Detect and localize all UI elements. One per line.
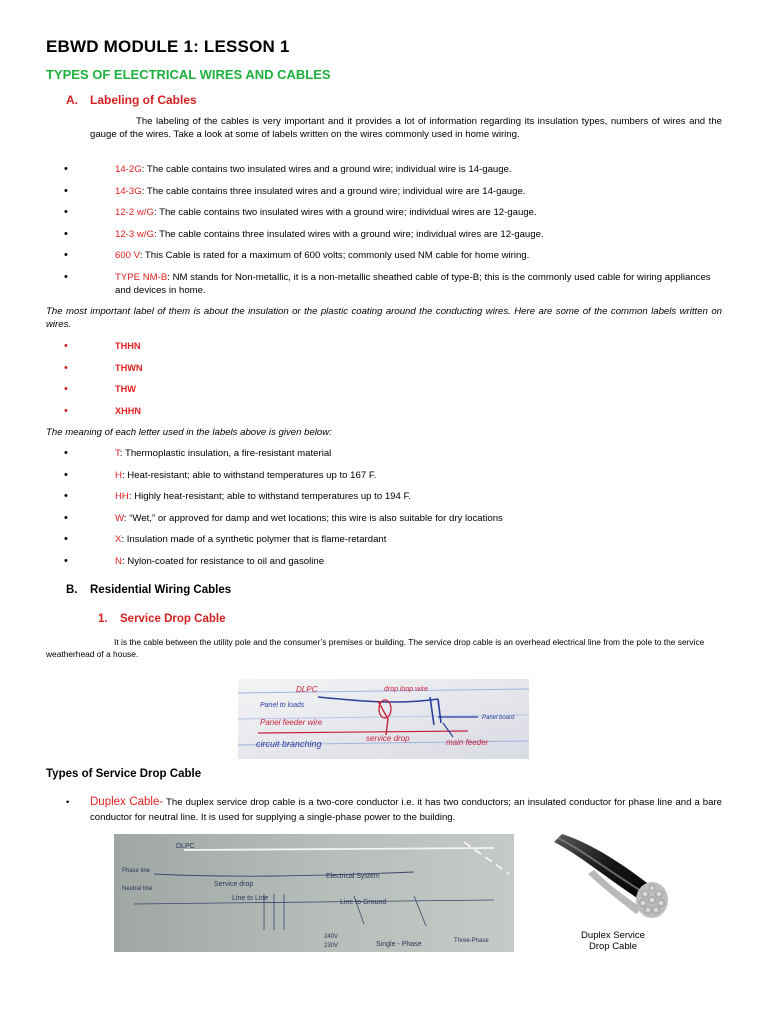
wb2-label-line-to-line: Line to Line xyxy=(232,895,269,902)
section-subtitle: TYPES OF ELECTRICAL WIRES AND CABLES xyxy=(46,67,331,82)
letter-meaning-text: : “Wet,” or approved for damp and wet locations; this wire is also suitable for dry locations xyxy=(123,512,503,524)
whiteboard-photo-duplex xyxy=(114,834,514,952)
wb2-label-service-drop: Service drop xyxy=(214,881,254,888)
wb1-label-panel-feeder: Panel feeder wire xyxy=(260,718,323,727)
insulation-label-item xyxy=(64,383,390,396)
cable-label-text: : This Cable is rated for a maximum of 600 volts; commonly used NM cable for home wiring. xyxy=(139,250,530,261)
wb2-label-phase-line: Phase line xyxy=(122,868,151,874)
wb2-label-230v: 230V xyxy=(324,943,339,949)
insulation-label-code: THHN xyxy=(115,341,141,351)
section-b-letter: B. xyxy=(66,584,78,596)
bullet-dot: • xyxy=(64,361,68,374)
letter-meaning-code: T xyxy=(115,448,120,459)
cable-label-list xyxy=(64,163,722,305)
letter-meaning-list xyxy=(64,447,722,576)
insulation-label-list xyxy=(64,340,390,426)
letter-meaning-item xyxy=(64,447,722,460)
bullet-dot: • xyxy=(64,490,68,502)
cable-label-code: 600 V xyxy=(115,250,140,261)
bullet-dot: • xyxy=(64,554,68,567)
cable-label-code: 14-2G xyxy=(115,164,142,175)
meaning-note: The meaning of each letter used in the labels above is given below: xyxy=(46,427,332,438)
wb2-label-240v: 240V xyxy=(324,934,339,940)
bullet-dot: • xyxy=(64,270,68,283)
insulation-label-item xyxy=(64,404,390,418)
duplex-lead: Duplex Cable- xyxy=(90,796,164,808)
cable-label-code: 14-3G xyxy=(115,185,142,197)
bullet-dot: • xyxy=(64,447,68,459)
section-b-title: Residential Wiring Cables xyxy=(90,584,232,596)
service-drop-title: Service Drop Cable xyxy=(120,613,226,625)
section-a-title: Labeling of Cables xyxy=(90,93,197,107)
wb1-label-service-drop: service drop xyxy=(366,734,410,743)
photo-caption-line1: Duplex Service xyxy=(581,930,645,941)
section-a-heading xyxy=(66,93,197,107)
page-title: EBWD MODULE 1: LESSON 1 xyxy=(46,37,290,56)
letter-meaning-item xyxy=(64,511,722,525)
service-drop-paragraph: It is the cable between the utility pole and the consumer’s premises or building. The service drop cable is an overhead electrical line from the pole to the service weatherhead of a house. xyxy=(46,637,705,659)
letter-meaning-text: : Thermoplastic insulation, a fire-resistant material xyxy=(119,448,332,459)
whiteboard-photo-service-drop xyxy=(238,679,529,759)
wb2-label-dlpc: DLPC xyxy=(176,843,195,850)
insulation-label-code: XHHN xyxy=(115,405,142,416)
bullet-dot: • xyxy=(64,533,68,545)
section-a-letter: A. xyxy=(66,93,78,107)
letter-meaning-item xyxy=(64,490,722,503)
cable-label-text: : The cable contains three insulated wires with a ground wire; individual wires are 12-gauge. xyxy=(153,228,544,240)
duplex-text: The duplex service drop cable is a two-core conductor i.e. it has two conductors; an insulated conductor for phase line and a bare conductor for neutral line. It is used for supplying a single-phase power to the building. xyxy=(90,797,722,823)
letter-meaning-item xyxy=(64,533,722,546)
bullet-dot: • xyxy=(64,340,68,352)
photo-caption-line2: Drop Cable xyxy=(588,941,638,952)
insulation-label-item xyxy=(64,340,390,353)
service-drop-number: 1. xyxy=(98,613,108,625)
wb1-label-dlpc: DLPC xyxy=(296,685,318,694)
cable-label-item xyxy=(64,163,722,176)
insulation-label-item xyxy=(64,361,390,375)
section-b-heading xyxy=(66,584,231,596)
wb2-label-electrical-system: Electrical System xyxy=(326,873,380,880)
letter-meaning-code: H xyxy=(115,469,122,481)
wb1-label-panel-to-loads: Panel to loads xyxy=(260,702,305,709)
types-heading: Types of Service Drop Cable xyxy=(46,768,202,780)
cable-label-item xyxy=(64,227,722,241)
letter-meaning-code: HH xyxy=(115,491,129,502)
cable-label-text: : The cable contains three insulated wires and a ground wire; individual wire are 14-gauge. xyxy=(141,185,526,197)
duplex-bullet xyxy=(66,795,722,825)
cable-label-code: 12-2 w/G xyxy=(115,207,154,218)
letter-meaning-item xyxy=(64,554,722,568)
letter-meaning-text: : Nylon-coated for resistance to oil and gasoline xyxy=(121,555,325,567)
bullet-dot: • xyxy=(64,249,68,261)
bullet-dot: • xyxy=(64,184,68,197)
wb1-label-main-feeder: main feeder xyxy=(446,738,489,747)
wb2-label-neutral-line: Neutral line xyxy=(122,886,153,892)
bullet-dot: • xyxy=(64,468,68,481)
duplex-cable-photo xyxy=(548,834,673,929)
insulation-label-code: THWN xyxy=(115,362,143,373)
letter-meaning-text: : Heat-resistant; able to withstand temperatures up to 167 F. xyxy=(121,469,377,481)
cable-label-text: : The cable contains two insulated wires with a ground wire; individual wires are 12-gauge. xyxy=(153,207,537,218)
bullet-dot: • xyxy=(64,383,68,395)
wb2-label-three-phase: Three-Phase xyxy=(454,938,489,944)
bullet-dot: • xyxy=(66,797,70,808)
cable-label-text: : The cable contains two insulated wires and a ground wire; individual wire is 14-gauge. xyxy=(141,164,512,175)
letter-meaning-code: W xyxy=(115,512,124,524)
wb1-label-panel-board: Panel board xyxy=(482,715,515,721)
cable-label-item xyxy=(64,206,722,219)
insulation-label-code: THW xyxy=(115,384,136,394)
service-drop-heading xyxy=(98,613,225,625)
letter-meaning-code: N xyxy=(115,555,122,567)
letter-meaning-item xyxy=(64,468,722,482)
bullet-dot: • xyxy=(64,511,68,524)
bullet-dot: • xyxy=(64,227,68,240)
wb1-label-drop-loop: drop loop wire xyxy=(384,686,428,693)
cable-label-item xyxy=(64,249,722,262)
wb2-label-line-to-ground: Line to Ground xyxy=(340,899,387,906)
photo-caption xyxy=(558,930,668,952)
letter-meaning-text: : Highly heat-resistant; able to withstand temperatures up to 194 F. xyxy=(128,491,411,502)
bullet-dot: • xyxy=(64,163,68,175)
cable-label-text: : NM stands for Non-metallic, it is a non-metallic sheathed cable of type-B; this is the commonly used cable for wiring appliances and devices in home. xyxy=(115,271,711,296)
wb2-label-single-phase: Single - Phase xyxy=(376,941,422,948)
cable-label-code: TYPE NM-B xyxy=(115,271,168,283)
wb1-label-circuit-branching: circuit branching xyxy=(256,739,322,749)
letter-meaning-text: : Insulation made of a synthetic polymer that is flame-retardant xyxy=(121,534,387,545)
letter-meaning-code: X xyxy=(115,534,122,545)
intro-paragraph: The labeling of the cables is very important and it provides a lot of information regarding its insulation types, numbers of wires and the gauge of the wires. Take a look at some of labels written on the wires commonly used in home wiring. xyxy=(90,116,722,140)
bullet-dot: • xyxy=(64,206,68,218)
cable-label-item xyxy=(64,270,722,297)
bullet-dot: • xyxy=(64,404,68,417)
insulation-note: The most important label of them is about the insulation or the plastic coating around the conducting wires. Here are some of the common labels written on wires. xyxy=(46,306,722,330)
cable-label-item xyxy=(64,184,722,198)
cable-label-code: 12-3 w/G xyxy=(115,228,154,240)
